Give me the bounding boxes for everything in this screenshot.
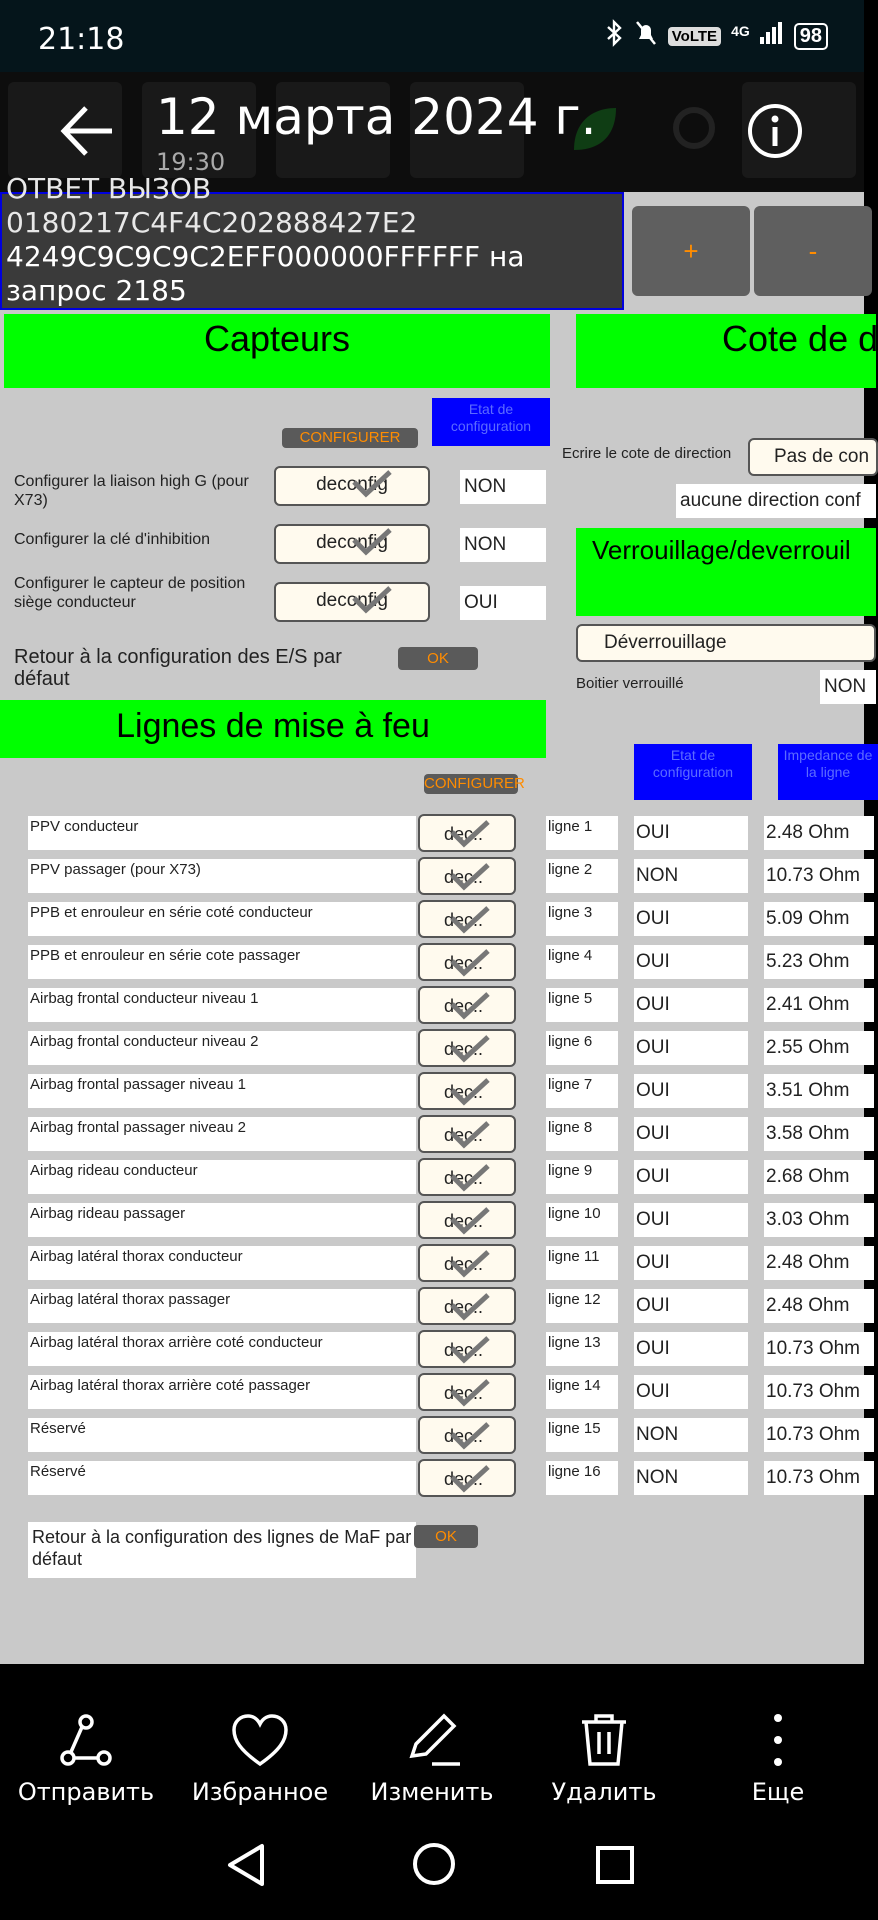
ligne-impedance: 5.23 Ohm — [764, 945, 874, 979]
response-text: 4249C9C9C9C2EFF000000FFFFFF на запрос 2185 — [6, 240, 525, 307]
ligne-etat: OUI — [634, 1031, 748, 1065]
share-icon — [6, 1712, 166, 1768]
capteur-select[interactable]: deconfig — [274, 524, 430, 564]
check-icon — [450, 1078, 490, 1111]
ligne-select[interactable]: dec.. — [418, 1373, 516, 1411]
capteur-state: OUI — [460, 586, 546, 620]
ligne-etat: OUI — [634, 1117, 748, 1151]
favorite-label: Избранное — [191, 1778, 329, 1806]
ligne-number: ligne 4 — [546, 945, 618, 979]
check-icon — [352, 528, 392, 562]
bluetooth-icon — [604, 20, 624, 52]
ligne-select[interactable]: dec.. — [418, 857, 516, 895]
ligne-label: Airbag frontal passager niveau 1 — [28, 1074, 416, 1108]
check-icon — [450, 906, 490, 939]
check-icon — [450, 1379, 490, 1412]
ligne-impedance: 3.58 Ohm — [764, 1117, 874, 1151]
ligne-number: ligne 8 — [546, 1117, 618, 1151]
ligne-etat: OUI — [634, 816, 748, 850]
capteurs-configure-button[interactable]: CONFIGURER — [282, 428, 418, 448]
ligne-label: Airbag latéral thorax conducteur — [28, 1246, 416, 1280]
ligne-label: PPB et enrouleur en série cote passager — [28, 945, 416, 979]
ligne-number: ligne 3 — [546, 902, 618, 936]
ligne-impedance: 2.41 Ohm — [764, 988, 874, 1022]
pencil-icon — [352, 1712, 512, 1768]
check-icon — [450, 1121, 490, 1154]
ligne-etat: OUI — [634, 1203, 748, 1237]
ligne-impedance: 10.73 Ohm — [764, 859, 874, 893]
capteur-label: Configurer la liaison high G (pour X73) — [14, 473, 249, 509]
ligne-etat: NON — [634, 859, 748, 893]
lignes-reset-label: Retour à la configuration des lignes de MaF par défaut — [28, 1522, 416, 1578]
signal-icon — [760, 22, 784, 50]
capteur-label: Configurer le capteur de position siège conducteur — [14, 575, 246, 611]
ligne-number: ligne 14 — [546, 1375, 618, 1409]
network-type: 4G — [731, 23, 750, 39]
ligne-impedance: 3.51 Ohm — [764, 1074, 874, 1108]
check-icon — [450, 1207, 490, 1240]
ligne-select[interactable]: dec.. — [418, 814, 516, 852]
ligne-etat: OUI — [634, 945, 748, 979]
ligne-impedance: 2.68 Ohm — [764, 1160, 874, 1194]
ligne-impedance: 2.48 Ohm — [764, 1246, 874, 1280]
ligne-select[interactable]: dec.. — [418, 1072, 516, 1110]
ligne-number: ligne 5 — [546, 988, 618, 1022]
ligne-etat: NON — [634, 1461, 748, 1495]
ligne-impedance: 10.73 Ohm — [764, 1418, 874, 1452]
heart-icon — [180, 1712, 340, 1768]
ligne-number: ligne 6 — [546, 1031, 618, 1065]
check-icon — [450, 949, 490, 982]
capteurs-etat-header: Etat de configuration — [432, 398, 550, 446]
status-icons — [604, 20, 828, 52]
ligne-impedance: 10.73 Ohm — [764, 1375, 874, 1409]
ligne-etat: OUI — [634, 1160, 748, 1194]
ligne-label: PPV conducteur — [28, 816, 416, 850]
more-icon — [698, 1712, 858, 1768]
ligne-impedance: 5.09 Ohm — [764, 902, 874, 936]
ligne-select[interactable]: dec.. — [418, 986, 516, 1024]
capteurs-reset-label: Retour à la configuration des E/S par défaut — [14, 646, 342, 690]
more-label: Еще — [751, 1778, 805, 1806]
lock-title: Verrouillage/deverrouil — [576, 528, 876, 616]
check-icon — [450, 1336, 490, 1369]
cote-select[interactable]: Pas de con — [748, 438, 878, 476]
ligne-etat: OUI — [634, 988, 748, 1022]
ligne-select[interactable]: dec.. — [418, 900, 516, 938]
ligne-number: ligne 16 — [546, 1461, 618, 1495]
ligne-etat: OUI — [634, 1332, 748, 1366]
ligne-label: PPV passager (pour X73) — [28, 859, 416, 893]
ligne-etat: OUI — [634, 1246, 748, 1280]
check-icon — [352, 586, 392, 620]
capteurs-title: Capteurs — [4, 314, 550, 388]
check-icon — [450, 1422, 490, 1455]
mute-bell-icon — [634, 20, 658, 52]
action-bar — [0, 1664, 864, 1816]
lignes-configure-button[interactable]: CONFIGURER — [424, 775, 525, 792]
ligne-impedance: 10.73 Ohm — [764, 1461, 874, 1495]
nav-recents-icon[interactable] — [594, 1844, 636, 1891]
delete-label: Удалить — [551, 1778, 657, 1806]
ligne-label: Airbag latéral thorax arrière coté passager — [28, 1375, 416, 1409]
share-button[interactable] — [6, 1712, 166, 1806]
ligne-label: Airbag frontal conducteur niveau 2 — [28, 1031, 416, 1065]
screenshot-content — [0, 172, 878, 1664]
ligne-select[interactable]: dec.. — [418, 1416, 516, 1454]
check-icon — [450, 1250, 490, 1283]
ligne-label: Airbag rideau passager — [28, 1203, 416, 1237]
ligne-select[interactable]: dec.. — [418, 1244, 516, 1282]
lignes-imp-header: Impedance de la ligne — [778, 744, 878, 800]
lock-select[interactable]: Déverrouillage — [576, 624, 876, 662]
ligne-label: PPB et enrouleur en série coté conducteur — [28, 902, 416, 936]
boitier-value: NON — [820, 670, 876, 704]
delete-button[interactable] — [524, 1712, 684, 1806]
ligne-label: Airbag frontal passager niveau 2 — [28, 1117, 416, 1151]
check-icon — [450, 863, 490, 896]
lignes-etat-header: Etat de configuration — [634, 744, 752, 800]
status-bar — [0, 0, 864, 72]
edit-button[interactable] — [352, 1712, 512, 1806]
lignes-ok-button[interactable]: OK — [414, 1525, 478, 1548]
check-icon — [450, 1035, 490, 1068]
share-label: Отправить — [17, 1778, 155, 1806]
ligne-select[interactable]: dec.. — [418, 1459, 516, 1497]
ligne-select[interactable]: dec.. — [418, 1029, 516, 1067]
nav-back-icon[interactable] — [224, 1842, 270, 1893]
ligne-etat: NON — [634, 1418, 748, 1452]
check-icon — [352, 470, 392, 504]
ligne-etat: OUI — [634, 1375, 748, 1409]
photo-date: 12 марта 2024 г. — [156, 88, 597, 146]
ligne-select[interactable]: dec.. — [418, 1115, 516, 1153]
capteurs-ok-button[interactable]: OK — [398, 647, 478, 670]
ligne-number: ligne 1 — [546, 816, 618, 850]
ligne-impedance: 2.48 Ohm — [764, 1289, 874, 1323]
ligne-impedance: 2.55 Ohm — [764, 1031, 874, 1065]
system-nav-bar — [0, 1816, 864, 1920]
ligne-label: Réservé — [28, 1418, 416, 1452]
edit-label: Изменить — [370, 1778, 494, 1806]
ligne-select[interactable]: dec.. — [418, 943, 516, 981]
ligne-label: Airbag rideau conducteur — [28, 1160, 416, 1194]
plus-button[interactable]: + — [632, 206, 750, 296]
ligne-select[interactable]: dec.. — [418, 1158, 516, 1196]
ligne-label: Réservé — [28, 1461, 416, 1495]
minus-button[interactable]: - — [754, 206, 872, 296]
photo-time: 19:30 — [156, 148, 226, 176]
boitier-label: Boitier verrouillé — [576, 675, 684, 692]
check-icon — [450, 1164, 490, 1197]
capteur-state: NON — [460, 470, 546, 504]
ligne-number: ligne 7 — [546, 1074, 618, 1108]
ligne-impedance: 2.48 Ohm — [764, 816, 874, 850]
ligne-number: ligne 12 — [546, 1289, 618, 1323]
ligne-impedance: 3.03 Ohm — [764, 1203, 874, 1237]
back-arrow-icon[interactable] — [56, 100, 118, 167]
check-icon — [450, 1465, 490, 1498]
ligne-etat: OUI — [634, 902, 748, 936]
more-button[interactable] — [698, 1712, 858, 1806]
ligne-label: Airbag frontal conducteur niveau 1 — [28, 988, 416, 1022]
ligne-select[interactable]: dec.. — [418, 1287, 516, 1325]
capteur-select[interactable]: deconfig — [274, 582, 430, 622]
ligne-impedance: 10.73 Ohm — [764, 1332, 874, 1366]
trash-icon — [524, 1712, 684, 1768]
ligne-number: ligne 2 — [546, 859, 618, 893]
favorite-button[interactable] — [180, 1712, 340, 1806]
capteur-state: NON — [460, 528, 546, 562]
info-icon[interactable] — [746, 102, 804, 165]
ligne-number: ligne 15 — [546, 1418, 618, 1452]
ligne-number: ligne 9 — [546, 1160, 618, 1194]
ligne-number: ligne 11 — [546, 1246, 618, 1280]
nav-home-icon[interactable] — [410, 1840, 458, 1893]
cote-title: Cote de d — [576, 314, 876, 388]
cote-status: aucune direction conf — [676, 484, 876, 518]
capteur-label: Configurer la clé d'inhibition — [14, 531, 211, 548]
volte-badge: VoLTE — [668, 27, 721, 46]
ligne-number: ligne 13 — [546, 1332, 618, 1366]
lignes-title: Lignes de mise à feu — [0, 700, 546, 758]
sync-icon — [666, 100, 722, 161]
check-icon — [450, 1293, 490, 1326]
check-icon — [450, 820, 490, 853]
response-cut-line: ОТВЕТ ВЫЗОВ 0180217С4F4С202888427E2 — [6, 172, 418, 239]
ligne-etat: OUI — [634, 1289, 748, 1323]
cote-write-label: Ecrire le cote de direction — [562, 445, 732, 462]
ligne-etat: OUI — [634, 1074, 748, 1108]
response-box — [0, 172, 624, 310]
battery-indicator: 98 — [794, 23, 828, 50]
check-icon — [450, 992, 490, 1025]
capteur-select[interactable]: deconfig — [274, 466, 430, 506]
ligne-label: Airbag latéral thorax passager — [28, 1289, 416, 1323]
status-time: 21:18 — [38, 22, 125, 57]
ligne-number: ligne 10 — [546, 1203, 618, 1237]
ligne-label: Airbag latéral thorax arrière coté conducteur — [28, 1332, 416, 1366]
ligne-select[interactable]: dec.. — [418, 1201, 516, 1239]
ligne-select[interactable]: dec.. — [418, 1330, 516, 1368]
